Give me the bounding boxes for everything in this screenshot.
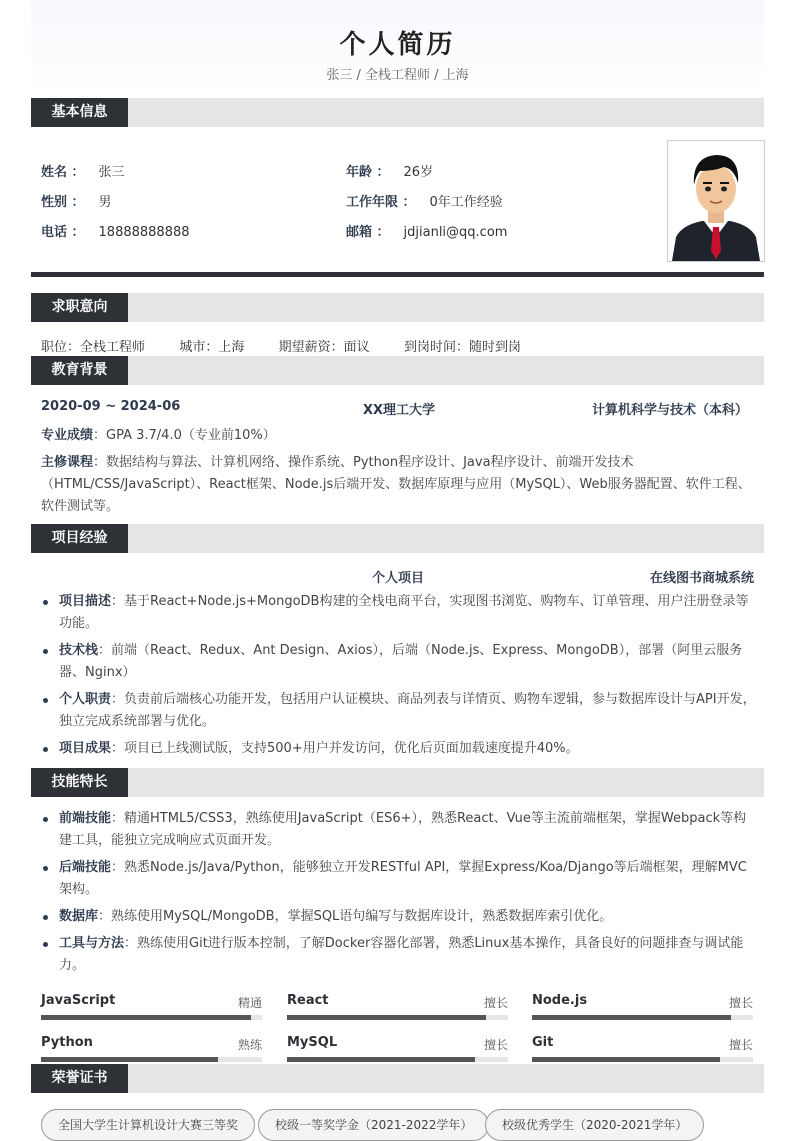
- section-title: 技能特长: [31, 768, 128, 797]
- skill-level: Git 擅长: [532, 1035, 753, 1071]
- list-item: 数据库：熟练使用MySQL/MongoDB，掌握SQL语句编写与数据库设计，熟悉数据库索引优化。: [41, 906, 757, 928]
- list-item: 前端技能：精通HTML5/CSS3，熟练使用JavaScript（ES6+），熟悉React、Vue等主流前端框架，掌握Webpack等构建工具，能独立完成响应式页面开发。: [41, 808, 757, 852]
- skill-level: MySQL 擅长: [287, 1035, 508, 1071]
- skill-bar-fill: [287, 1015, 486, 1020]
- project-details-list: [41, 591, 757, 765]
- section-title: 基本信息: [31, 98, 128, 127]
- info-years: 工作年限 ： 0年工作经验: [346, 195, 503, 210]
- edu-period: 2020-09 ~ 2024-06: [41, 399, 181, 414]
- list-item: 后端技能：熟悉Node.js/Java/Python，能够独立开发RESTful API，掌握Express/Koa/Django等后端框架，理解MVC架构。: [41, 857, 757, 901]
- list-item: 个人职责：负责前后端核心功能开发，包括用户认证模块、商品列表与详情页、购物车逻辑，参与数据库设计与API开发，独立完成系统部署与优化。: [41, 689, 757, 733]
- edu-school: XX理工大学: [363, 403, 436, 418]
- skill-level: Node.js 擅长: [532, 993, 753, 1029]
- resume-header: [31, 0, 764, 98]
- section-job-intent: [31, 293, 764, 322]
- info-name: 姓名 ： 张三: [41, 165, 125, 180]
- honor-badge: 校级一等奖学金（2021-2022学年）: [258, 1109, 489, 1141]
- honor-badge: 全国大学生计算机设计大赛三等奖: [41, 1109, 255, 1141]
- skill-level: JavaScript 精通: [41, 993, 262, 1029]
- edu-major: 计算机科学与技术（本科）: [591, 403, 748, 418]
- section-projects: [31, 524, 764, 553]
- section-education: [31, 356, 764, 385]
- section-divider: [31, 272, 764, 277]
- skill-bar-fill: [532, 1015, 731, 1020]
- info-phone: 电话 ： 18888888888: [41, 225, 190, 240]
- skill-bar-fill: [41, 1057, 218, 1062]
- avatar: [667, 140, 765, 262]
- section-title: 求职意向: [31, 293, 128, 322]
- avatar-illustration: [668, 141, 764, 261]
- edu-courses: 主修课程：数据结构与算法、计算机网络、操作系统、Python程序设计、Java程序设计、前端开发技术（HTML/CSS/JavaScript）、React框架、Node.js后端开发、数据库原理与应用（MySQL）、Web服务器配置、软件工程、软件测试等。: [41, 455, 751, 514]
- list-item: 项目描述：基于React+Node.js+MongoDB构建的全栈电商平台，实现图书浏览、购物车、订单管理、用户注册登录等功能。: [41, 591, 757, 635]
- info-email: 邮箱 ： jdjianli@qq.com: [346, 225, 508, 240]
- skill-level: Python 熟练: [41, 1035, 262, 1071]
- page-title: 个人简历: [339, 30, 456, 60]
- intent-position: 职位：全栈工程师: [41, 340, 146, 355]
- section-title: 教育背景: [31, 356, 128, 385]
- section-title: 项目经验: [31, 524, 128, 553]
- list-item: 技术栈：前端（React、Redux、Ant Design、Axios），后端（Node.js、Express、MongoDB），部署（阿里云服务器、Nginx）: [41, 640, 757, 684]
- job-intent-row: [41, 336, 521, 355]
- skill-bar-fill: [532, 1057, 720, 1062]
- skill-bar-fill: [287, 1057, 475, 1062]
- list-item: 工具与方法：熟练使用Git进行版本控制，了解Docker容器化部署，熟悉Linux基本操作，具备良好的问题排查与调试能力。: [41, 933, 757, 977]
- project-name: 在线图书商城系统: [649, 571, 754, 586]
- honor-badge: 校级优秀学生（2020-2021学年）: [485, 1109, 704, 1141]
- section-basic-info: [31, 98, 764, 127]
- info-age: 年龄 ： 26岁: [346, 165, 434, 180]
- skill-bar-fill: [41, 1015, 251, 1020]
- info-gender: 性别 ： 男: [41, 195, 112, 210]
- edu-grade: 专业成绩：GPA 3.7/4.0（专业前10%）: [41, 428, 276, 443]
- intent-arrival: 到岗时间：随时到岗: [403, 340, 521, 355]
- intent-city: 城市：上海: [179, 340, 245, 355]
- skills-list: [41, 808, 757, 982]
- intent-salary: 期望薪资：面议: [278, 340, 370, 355]
- list-item: 项目成果：项目已上线测试版，支持500+用户并发访问，优化后页面加载速度提升40%。: [41, 738, 757, 760]
- project-type: 个人项目: [372, 571, 425, 586]
- section-skills: [31, 768, 764, 797]
- skill-level: React 擅长: [287, 993, 508, 1029]
- section-honors: [31, 1064, 764, 1093]
- section-title: 荣誉证书: [31, 1064, 128, 1093]
- page-subtitle: 张三 / 全栈工程师 / 上海: [326, 68, 469, 83]
